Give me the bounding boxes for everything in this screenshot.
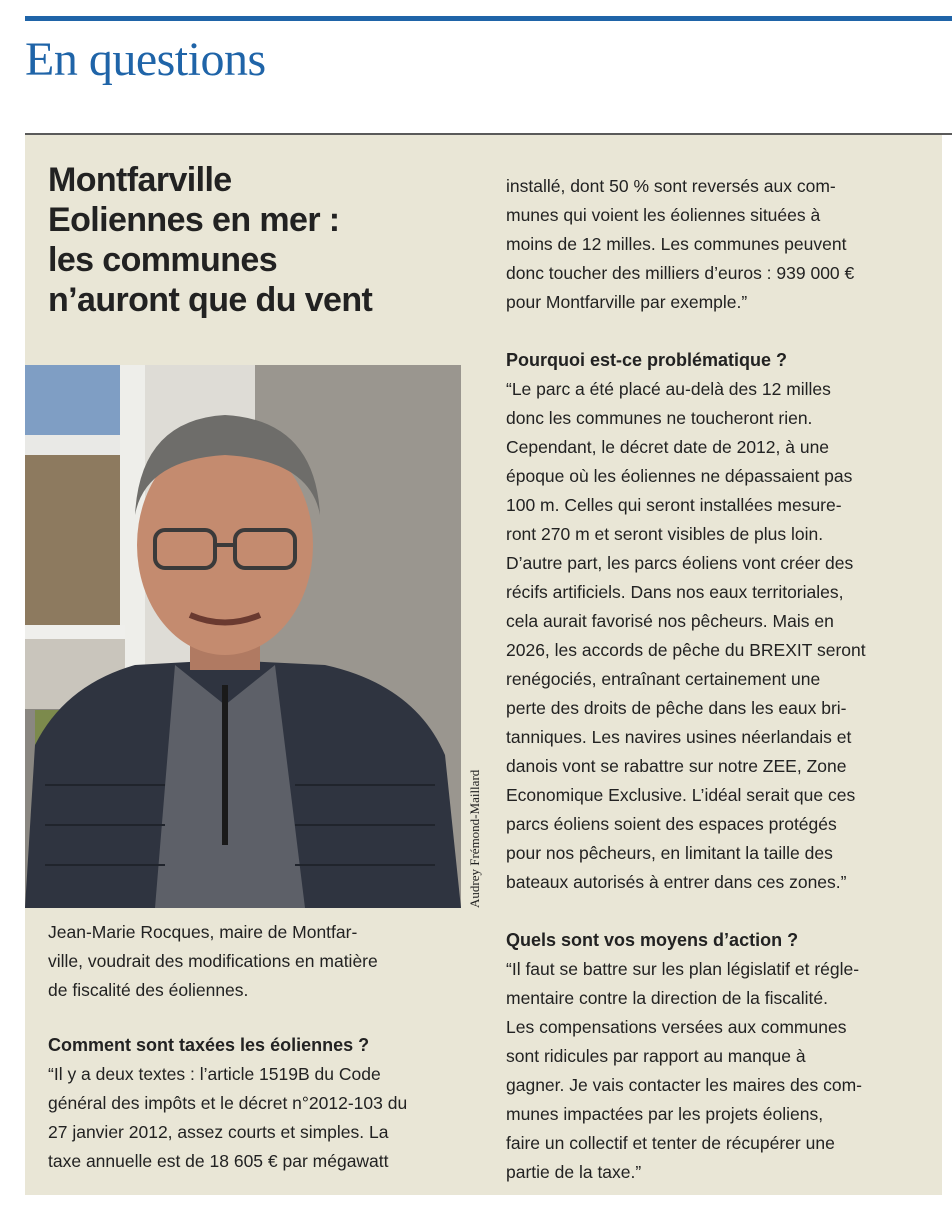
answer-line: bateaux autorisés à entrer dans ces zones.” xyxy=(506,872,847,892)
answer-line: taxe annuelle est de 18 605 € par mégawatt xyxy=(48,1151,389,1171)
answer-line: renégociés, entraînant certainement une xyxy=(506,669,821,689)
caption-line: ville, voudrait des modifications en matière xyxy=(48,951,378,971)
question-2 xyxy=(506,346,936,897)
answer-line: pour nos pêcheurs, en limitant la taille des xyxy=(506,843,833,863)
answer-line: partie de la taxe.” xyxy=(506,1162,642,1182)
caption-line: Jean-Marie Rocques, maire de Montfar- xyxy=(48,922,358,942)
answer-line: 100 m. Celles qui seront installées mesure- xyxy=(506,495,842,515)
question-heading: Pourquoi est-ce problématique ? xyxy=(506,350,788,370)
answer-line: installé, dont 50 % sont reversés aux com- xyxy=(506,176,836,196)
portrait-illustration xyxy=(25,365,461,908)
answer-line: cela aurait favorisé nos pêcheurs. Mais en xyxy=(506,611,834,631)
answer-text xyxy=(506,375,936,897)
mayor-photo xyxy=(25,365,461,908)
answer-line: gagner. Je vais contacter les maires des com- xyxy=(506,1075,862,1095)
answer-line: récifs artificiels. Dans nos eaux territoriales, xyxy=(506,582,844,602)
answer-line: Cependant, le décret date de 2012, à une xyxy=(506,437,830,457)
photo-credit: Audrey Frémond-Maillard xyxy=(467,769,482,908)
answer-line: munes impactées par les projets éoliens, xyxy=(506,1104,824,1124)
answer-line: 2026, les accords de pêche du BREXIT seront xyxy=(506,640,866,660)
answer-line: donc les communes ne toucheront rien. xyxy=(506,408,813,428)
answer-line: danois vont se rabattre sur notre ZEE, Zone xyxy=(506,756,847,776)
answer-line: moins de 12 milles. Les communes peuvent xyxy=(506,234,847,254)
answer-line: “Il y a deux textes : l’article 1519B du Code xyxy=(48,1064,381,1084)
right-column xyxy=(506,172,936,1216)
answer-line: sont ridicules par rapport au manque à xyxy=(506,1046,806,1066)
answer-line: ront 270 m et seront visibles de plus loin. xyxy=(506,524,824,544)
answer-line: faire un collectif et tenter de récupérer une xyxy=(506,1133,835,1153)
question-1 xyxy=(48,1031,458,1176)
answer-line: mentaire contre la direction de la fiscalité. xyxy=(506,988,828,1008)
answer-line: Les compensations versées aux communes xyxy=(506,1017,847,1037)
answer-line: général des impôts et le décret n°2012-103 du xyxy=(48,1093,408,1113)
answer-line: munes qui voient les éoliennes situées à xyxy=(506,205,821,225)
headline-line: les communes xyxy=(48,241,278,279)
answer-text xyxy=(506,955,936,1187)
answer-line: pour Montfarville par exemple.” xyxy=(506,292,748,312)
answer-line: donc toucher des milliers d’euros : 939 000 € xyxy=(506,263,855,283)
headline-line: n’auront que du vent xyxy=(48,281,373,319)
answer-line: D’autre part, les parcs éoliens vont créer des xyxy=(506,553,854,573)
answer-line: tanniques. Les navires usines néerlandais et xyxy=(506,727,852,747)
answer-line: “Le parc a été placé au-delà des 12 milles xyxy=(506,379,831,399)
rubric-title: En questions xyxy=(25,33,266,86)
answer-line: époque où les éoliennes ne dépassaient pas xyxy=(506,466,853,486)
caption-line: de fiscalité des éoliennes. xyxy=(48,980,249,1000)
question-3 xyxy=(506,926,936,1187)
answer-text xyxy=(48,1060,458,1176)
headline-line: Eoliennes en mer : xyxy=(48,201,340,239)
answer-line: parcs éoliens soient des espaces protégés xyxy=(506,814,837,834)
answer-line: Economique Exclusive. L’idéal serait que ces xyxy=(506,785,856,805)
answer-line: “Il faut se battre sur les plan législatif et régle- xyxy=(506,959,860,979)
article-headline xyxy=(48,160,468,320)
answer-1-continued xyxy=(506,172,936,317)
headline-line: Montfarville xyxy=(48,161,232,199)
question-heading: Comment sont taxées les éoliennes ? xyxy=(48,1035,370,1055)
photo-caption xyxy=(48,918,458,1005)
question-heading: Quels sont vos moyens d’action ? xyxy=(506,930,799,950)
answer-line: 27 janvier 2012, assez courts et simples. La xyxy=(48,1122,389,1142)
top-rule xyxy=(25,16,952,21)
answer-line: perte des droits de pêche dans les eaux bri- xyxy=(506,698,847,718)
